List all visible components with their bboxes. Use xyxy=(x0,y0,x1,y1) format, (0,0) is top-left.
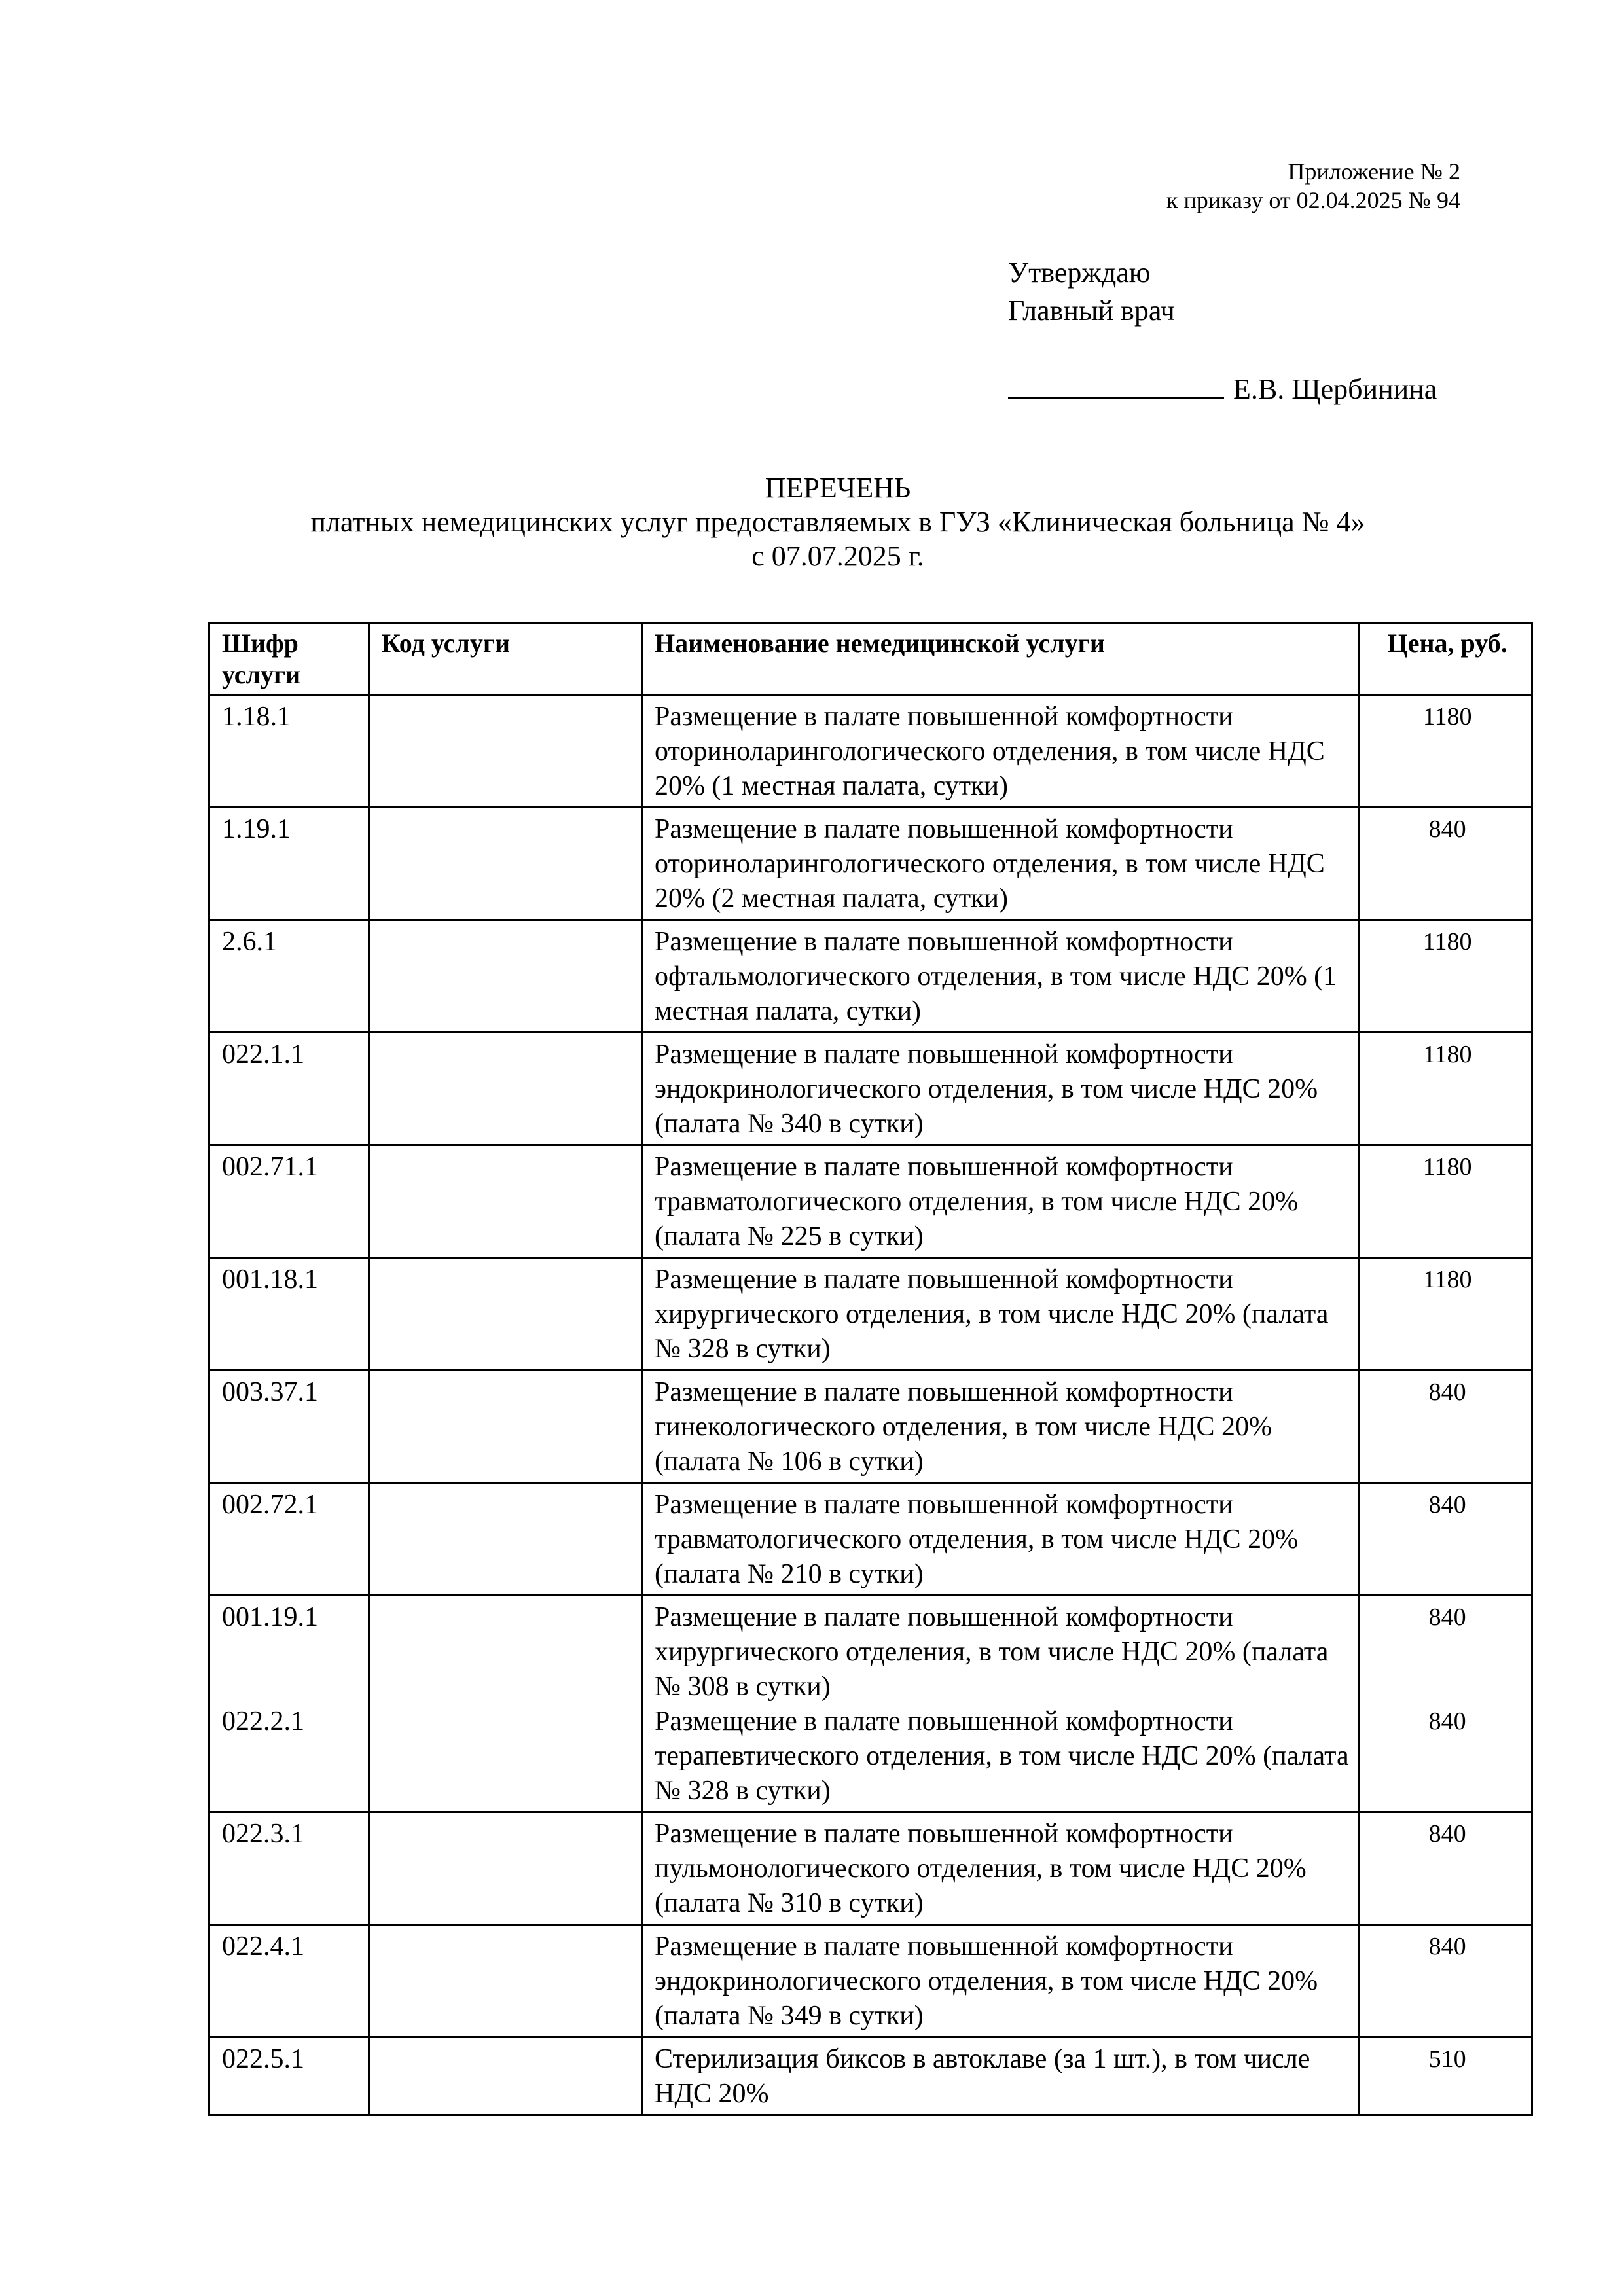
cell-name: Размещение в палате повышенной комфортности эндокринологического отделения, в том числе НДС 20% (палата № 340 в сутки) xyxy=(642,1033,1359,1145)
table-row xyxy=(209,695,1532,808)
annex-order-ref: к приказу от 02.04.2025 № 94 xyxy=(1166,187,1460,213)
cell-name: Размещение в палате повышенной комфортности хирургического отделения, в том числе НДС 20% (палата № 328 в сутки) xyxy=(642,1258,1359,1371)
cell-name-secondary: Размещение в палате повышенной комфортности терапевтического отделения, в том числе НДС 20% (палата № 328 в сутки) xyxy=(655,1706,1349,1806)
table-row xyxy=(209,1925,1532,2037)
cell-price-secondary: 840 xyxy=(1428,1708,1466,1735)
table-row xyxy=(209,808,1532,920)
table-header-row xyxy=(209,623,1532,695)
cell-code: 1.18.1 xyxy=(209,695,369,808)
header-name: Наименование немедицинской услуги xyxy=(642,623,1359,695)
header-service-code: Код услуги xyxy=(369,623,641,695)
cell-service-code xyxy=(369,920,641,1033)
table-row xyxy=(209,1258,1532,1371)
document-date: с 07.07.2025 г. xyxy=(751,540,924,572)
table-row xyxy=(209,2037,1532,2115)
cell-name-primary: Размещение в палате повышенной комфортности хирургического отделения, в том числе НДС 20% (палата № 308 в сутки) xyxy=(655,1602,1329,1702)
cell-service-code xyxy=(369,1925,641,2037)
cell-price: 510 xyxy=(1359,2037,1532,2115)
cell-price: 1180 xyxy=(1359,920,1532,1033)
services-table xyxy=(208,622,1533,2116)
cell-price: 1180 xyxy=(1359,695,1532,808)
table-row xyxy=(209,1483,1532,1596)
cell-code: 022.3.1 xyxy=(209,1812,369,1925)
table-row xyxy=(209,920,1532,1033)
cell-code: 001.18.1 xyxy=(209,1258,369,1371)
cell-name: Размещение в палате повышенной комфортности травматологического отделения, в том числе НДС 20% (палата № 225 в сутки) xyxy=(642,1145,1359,1258)
cell-code: 002.72.1 xyxy=(209,1483,369,1596)
cell-name: Размещение в палате повышенной комфортности офтальмологического отделения, в том числе НДС 20% (1 местная палата, сутки) xyxy=(642,920,1359,1033)
table-row xyxy=(209,1145,1532,1258)
cell-service-code xyxy=(369,1483,641,1596)
cell-code: 1.19.1 xyxy=(209,808,369,920)
signatory-name: Е.В. Щербинина xyxy=(1233,373,1437,405)
table-row xyxy=(209,1596,1532,1812)
cell-price: 840 xyxy=(1359,1371,1532,1483)
cell-service-code xyxy=(369,1371,641,1483)
signature-line xyxy=(1008,368,1437,408)
cell-price-primary: 840 xyxy=(1428,1604,1466,1631)
cell-name: Размещение в палате повышенной комфортности оториноларингологического отделения, в том числе НДС 20% (1 местная палата, сутки) xyxy=(642,695,1359,808)
cell-price: 1180 xyxy=(1359,1145,1532,1258)
cell-service-code xyxy=(369,2037,641,2115)
header-code: Шифр услуги xyxy=(209,623,369,695)
cell-service-code xyxy=(369,1145,641,1258)
cell-name: Размещение в палате повышенной комфортности травматологического отделения, в том числе НДС 20% (палата № 210 в сутки) xyxy=(642,1483,1359,1596)
cell-name: Размещение в палате повышенной комфортности оториноларингологического отделения, в том числе НДС 20% (2 местная палата, сутки) xyxy=(642,808,1359,920)
approver-position: Главный врач xyxy=(1008,295,1175,327)
cell-price: 840 xyxy=(1359,1925,1532,2037)
cell-service-code xyxy=(369,695,641,808)
cell-code: 022.5.1 xyxy=(209,2037,369,2115)
document-subtitle: платных немедицинских услуг предоставляемых в ГУЗ «Клиническая больница № 4» xyxy=(310,506,1365,538)
document-heading xyxy=(0,471,1624,573)
cell-code-primary: 001.19.1 xyxy=(222,1602,318,1632)
annex-number: Приложение № 2 xyxy=(1288,158,1460,185)
cell-service-code xyxy=(369,808,641,920)
cell-code-secondary: 022.2.1 xyxy=(222,1706,304,1736)
approval-word: Утверждаю xyxy=(1008,257,1151,289)
cell-price: 840 xyxy=(1359,1483,1532,1596)
cell-name xyxy=(642,1596,1359,1812)
cell-service-code xyxy=(369,1033,641,1145)
annex-block xyxy=(1166,157,1460,215)
cell-code: 022.1.1 xyxy=(209,1033,369,1145)
cell-code: 003.37.1 xyxy=(209,1371,369,1483)
cell-code: 2.6.1 xyxy=(209,920,369,1033)
cell-name: Размещение в палате повышенной комфортности пульмонологического отделения, в том числе НДС 20% (палата № 310 в сутки) xyxy=(642,1812,1359,1925)
cell-code: 002.71.1 xyxy=(209,1145,369,1258)
cell-price: 1180 xyxy=(1359,1258,1532,1371)
header-price: Цена, руб. xyxy=(1359,623,1532,695)
approval-block xyxy=(1008,254,1437,408)
cell-price: 840 xyxy=(1359,1812,1532,1925)
cell-name: Стерилизация биксов в автоклаве (за 1 шт.), в том числе НДС 20% xyxy=(642,2037,1359,2115)
cell-price: 1180 xyxy=(1359,1033,1532,1145)
document-title: ПЕРЕЧЕНЬ xyxy=(765,472,911,504)
cell-price xyxy=(1359,1596,1532,1812)
cell-code xyxy=(209,1596,369,1812)
cell-service-code xyxy=(369,1596,641,1812)
cell-service-code xyxy=(369,1812,641,1925)
cell-code: 022.4.1 xyxy=(209,1925,369,2037)
table-row xyxy=(209,1371,1532,1483)
cell-service-code xyxy=(369,1258,641,1371)
cell-name: Размещение в палате повышенной комфортности эндокринологического отделения, в том числе НДС 20% (палата № 349 в сутки) xyxy=(642,1925,1359,2037)
table-row xyxy=(209,1033,1532,1145)
cell-name: Размещение в палате повышенной комфортности гинекологического отделения, в том числе НДС 20% (палата № 106 в сутки) xyxy=(642,1371,1359,1483)
cell-price: 840 xyxy=(1359,808,1532,920)
signature-blank xyxy=(1008,368,1224,399)
table-row xyxy=(209,1812,1532,1925)
